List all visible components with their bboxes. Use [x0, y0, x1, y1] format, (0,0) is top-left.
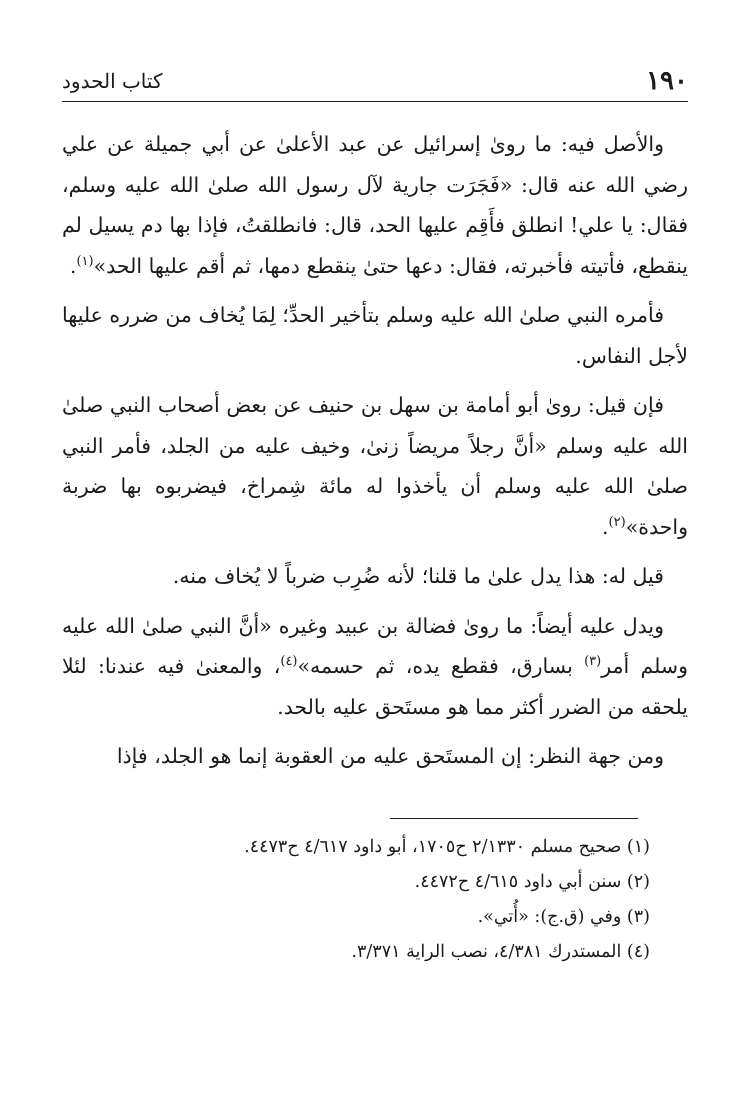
paragraph-4: قيل له: هذا يدل علىٰ ما قلنا؛ لأنه ضُرِب ضرباً لا يُخاف منه. [172, 564, 664, 588]
paragraph-6: ومن جهة النظر: إن المستَحق عليه من العقوبة إنما هو الجلد، فإذا [116, 744, 664, 768]
main-text [62, 124, 688, 786]
paragraph-3: فإن قيل: روىٰ أبو أمامة بن سهل بن حنيف عن بعض أصحاب النبي صلىٰ الله عليه وسلم «أنَّ رجلاً مريضاً زنىٰ، وخيف عليه من الجلد، فأمر النبي صلىٰ الله عليه وسلم أن يأخذوا له مائة شِمراخ، فيضربوه بها ضربة واحدة»$^{(٢)}$. [62, 393, 688, 539]
page-number: ١٩٠ [646, 66, 688, 96]
footnote-1: (١) صحيح مسلم ٢/١٣٣٠ ح١٧٠٥، أبو داود ٤/٦١٧ ح٤٤٧٣. [244, 837, 650, 857]
footnote-rule [390, 818, 638, 819]
page-header [62, 64, 688, 98]
paragraph-5: ويدل عليه أيضاً: ما روىٰ فضالة بن عبيد وغيره «أنَّ النبي صلىٰ الله عليه وسلم أمر$^{(٣)}$ بسارق، فقطع يده، ثم حسمه»$^{(٤)}$، والمعنىٰ فيه عندنا: لئلا يلحقه من الضرر أكثر مما هو مستَحق عليه بالحد. [62, 613, 689, 719]
footnotes [62, 830, 650, 970]
paragraph-1: والأصل فيه: ما روىٰ إسرائيل عن عبد الأعلىٰ عن أبي جميلة عن علي رضي الله عنه قال: «فَجَرَت جارية لآل رسول الله صلىٰ الله عليه وسلم، فقال: يا علي! انطلق فأَقِم عليها الحد، قال: فانطلقتُ، فإذا بها دم يسيل لم ينقطع، فأتيته فأخبرته، فقال: دعها حتىٰ ينقطع دمها، ثم أقم عليها الحد»$^{(١)}$. [62, 132, 688, 278]
running-title: كتاب الحدود [62, 69, 163, 93]
footnote-ref-2: (٢) [608, 514, 626, 530]
footnote-ref-1: (١) [76, 253, 94, 269]
paragraph-2: فأمره النبي صلىٰ الله عليه وسلم بتأخير الحدِّ؛ لِمَا يُخاف من ضرره عليها لأجل النفاس. [62, 303, 688, 368]
footnote-4: (٤) المستدرك ٤/٣٨١، نصب الراية ٣/٣٧١. [351, 942, 650, 962]
footnote-2: (٢) سنن أبي داود ٤/٦١٥ ح٤٤٧٢. [414, 872, 650, 892]
footnote-ref-3: (٣) [584, 654, 602, 670]
header-rule [62, 101, 688, 102]
footnote-3: (٣) وفي (ق.ج): «أُتي». [477, 907, 650, 927]
footnote-ref-4: (٤) [280, 654, 298, 670]
